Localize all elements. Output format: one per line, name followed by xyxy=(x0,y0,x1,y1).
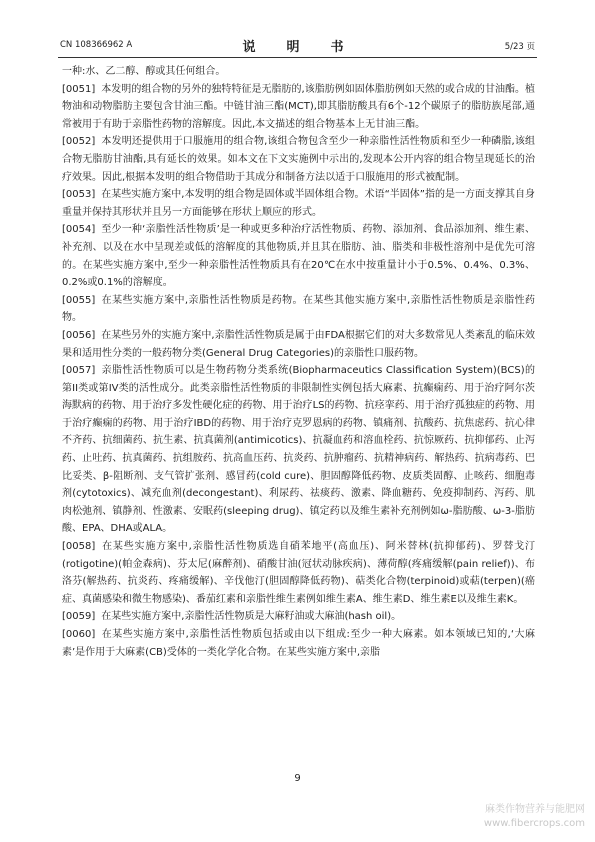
paragraph-0057 xyxy=(62,362,535,538)
paragraph-text: 在某些实施方案中,亲脂性活性物质选自硝苯地平(高血压)、阿米替林(抗抑郁药)、罗替戈汀(rotigotine)(帕金森病)、芬太尼(麻醉剂)、硝酸甘油(冠状动脉疾病)、薄荷醇(疼痛缓解(pain relief))、布洛芬(解热药、抗炎药、疼痛缓解)、辛伐他汀(胆固醇降低药物)、萜类化合物(terpinoid)或萜(terpen)(癌症、真菌感染和微生物感染)、番茄红素和亲脂性维生素例如维生素A、维生素D、维生素E以及维生素K。 xyxy=(62,541,535,605)
paragraph-0056 xyxy=(62,327,535,362)
paragraph-number: [0053] xyxy=(62,189,96,201)
document-body xyxy=(62,63,535,661)
page-number: 9 xyxy=(294,773,301,784)
paragraph-number: [0059] xyxy=(62,611,96,623)
paragraph-0053 xyxy=(62,186,535,221)
page-header xyxy=(60,36,535,54)
paragraph-number: [0052] xyxy=(62,136,96,148)
paragraph-continued xyxy=(62,63,535,81)
header-rule xyxy=(58,57,537,58)
paragraph-text: 本发明的组合物的另外的独特特征是无脂肪的,该脂肪例如固体脂肪例如天然的或合成的甘油酯。植物油和动物脂肪主要包含甘油三酯。中链甘油三酯(MCT),即其脂肪酸具有6个-12个碳原子的脂肪族尾部,通常被用于有助于亲脂性药物的溶解度。因此,本文描述的组合物基本上无甘油三酯。 xyxy=(62,83,535,130)
paragraph-number: [0058] xyxy=(62,541,96,553)
page-counter: 5/23 页 xyxy=(504,42,535,52)
paragraph-number: [0057] xyxy=(62,365,96,377)
paragraph-number: [0055] xyxy=(62,294,96,306)
paragraph-text: 在某些实施方案中,本发明的组合物是固体或半固体组合物。术语“半固体”指的是一方面支撑其自身重量并保持其形状并且另一方面能够在形状上顺应的形式。 xyxy=(62,189,535,218)
paragraph-0060 xyxy=(62,626,535,661)
paragraph-0052 xyxy=(62,133,535,186)
paragraph-text: 一种:水、乙二醇、醇或其任何组合。 xyxy=(62,66,226,77)
paragraph-number: [0060] xyxy=(62,629,96,640)
paragraph-0054 xyxy=(62,221,535,291)
paragraph-0058 xyxy=(62,538,535,608)
paragraph-0051 xyxy=(62,81,535,134)
paragraph-text: 在某些实施方案中,亲脂性活性物质包括或由以下组成:至少一种大麻素。如本领域已知的,‘大麻素’是作用于大麻素(CB)受体的一类化学化合物。在某些实施方案中,亲脂 xyxy=(62,629,535,658)
paragraph-number: [0051] xyxy=(62,83,96,95)
watermark-url: www.fibercrops.com xyxy=(483,818,585,829)
paragraph-0055 xyxy=(62,292,535,327)
paragraph-text: 在某些实施方案中,亲脂性活性物质是大麻籽油或大麻油(hash oil)。 xyxy=(101,611,402,623)
paragraph-text: 至少一种‘亲脂性活性物质’是一种或更多种治疗活性物质、药物、添加剂、食品添加剂、维生素、补充剂、以及在水中呈现差或低的溶解度的其他物质,并且其在脂肪、油、脂类和非极性溶剂中是优先可溶的。在某些实施方案中,至少一种亲脂性活性物质具有在20℃在水中按重量计小于0.5%、0.4%、0.3%、0.2%或0.1%的溶解度。 xyxy=(62,224,535,289)
paragraph-text: 在某些另外的实施方案中,亲脂性活性物质是属于由FDA根据它们的对大多数常见人类紊乱的临床效果和适用性分类的一般药物分类(General Drug Categories)的亲脂性口服药物。 xyxy=(62,329,535,359)
patent-number: CN 108366962 A xyxy=(60,40,133,50)
watermark xyxy=(484,803,585,831)
watermark-site-name: 麻类作物营养与能肥网 xyxy=(485,804,585,815)
paragraph-text: 本发明还提供用于口服施用的组合物,该组合物包含至少一种亲脂性活性物质和至少一种磷脂,该组合物无脂肪甘油酯,具有延长的效果。如本文在下文实施例中示出的,发现本公开内容的组合物呈现延长的治疗效果。因此,根据本发明的组合物借助于其成分和制备方法以适于口服施用的形式被配制。 xyxy=(62,136,535,183)
paragraph-number: [0056] xyxy=(62,329,96,341)
paragraph-0059 xyxy=(62,608,535,626)
paragraph-number: [0054] xyxy=(62,224,96,236)
paragraph-text: 亲脂性活性物质可以是生物药物分类系统(Biopharmaceutics Classification System)(BCS)的第II类或第IV类的活性成分。此类亲脂性活性物质的非限制性实例包括大麻素、抗癫痫药、用于治疗阿尔茨海默病的药物、用于治疗多发性硬化症的药物、用于治疗LS的药物、抗痉挛药、用于治疗孤独症的药物、用于治疗癫痫的药物、用于治疗IBD的药物、用于治疗克罗恩病的药物、镇痛剂、抗酸药、抗焦虑药、抗心律不齐药、抗细菌药、抗生素、抗真菌剂(antimicotics)、抗凝血药和溶血栓药、抗惊厥药、抗抑郁药、止泻药、止吐药、抗真菌药、抗组胺药、抗高血压药、抗炎药、抗肿瘤药、抗精神病药、解热药、抗病毒药、巴比妥类、β-阻断剂、支气管扩张剂、感冒药(cold cure)、胆固醇降低药物、皮质类固醇、止咳药、细胞毒剂(cytotoxics)、减充血剂(decongestant)、利尿药、祛痰药、激素、降血糖药、免疫抑制药、泻药、肌肉松弛剂、镇静剂、性激素、安眠药(sleeping drug)、镇定药以及维生素补充剂例如ω-脂肪酸、ω-3-脂肪酸、EPA、DHA或ALA。 xyxy=(62,365,535,535)
paragraph-text: 在某些实施方案中,亲脂性活性物质是药物。在某些其他实施方案中,亲脂性活性物质是亲脂性药物。 xyxy=(62,294,535,324)
document-title: 说 明 书 xyxy=(242,40,353,55)
